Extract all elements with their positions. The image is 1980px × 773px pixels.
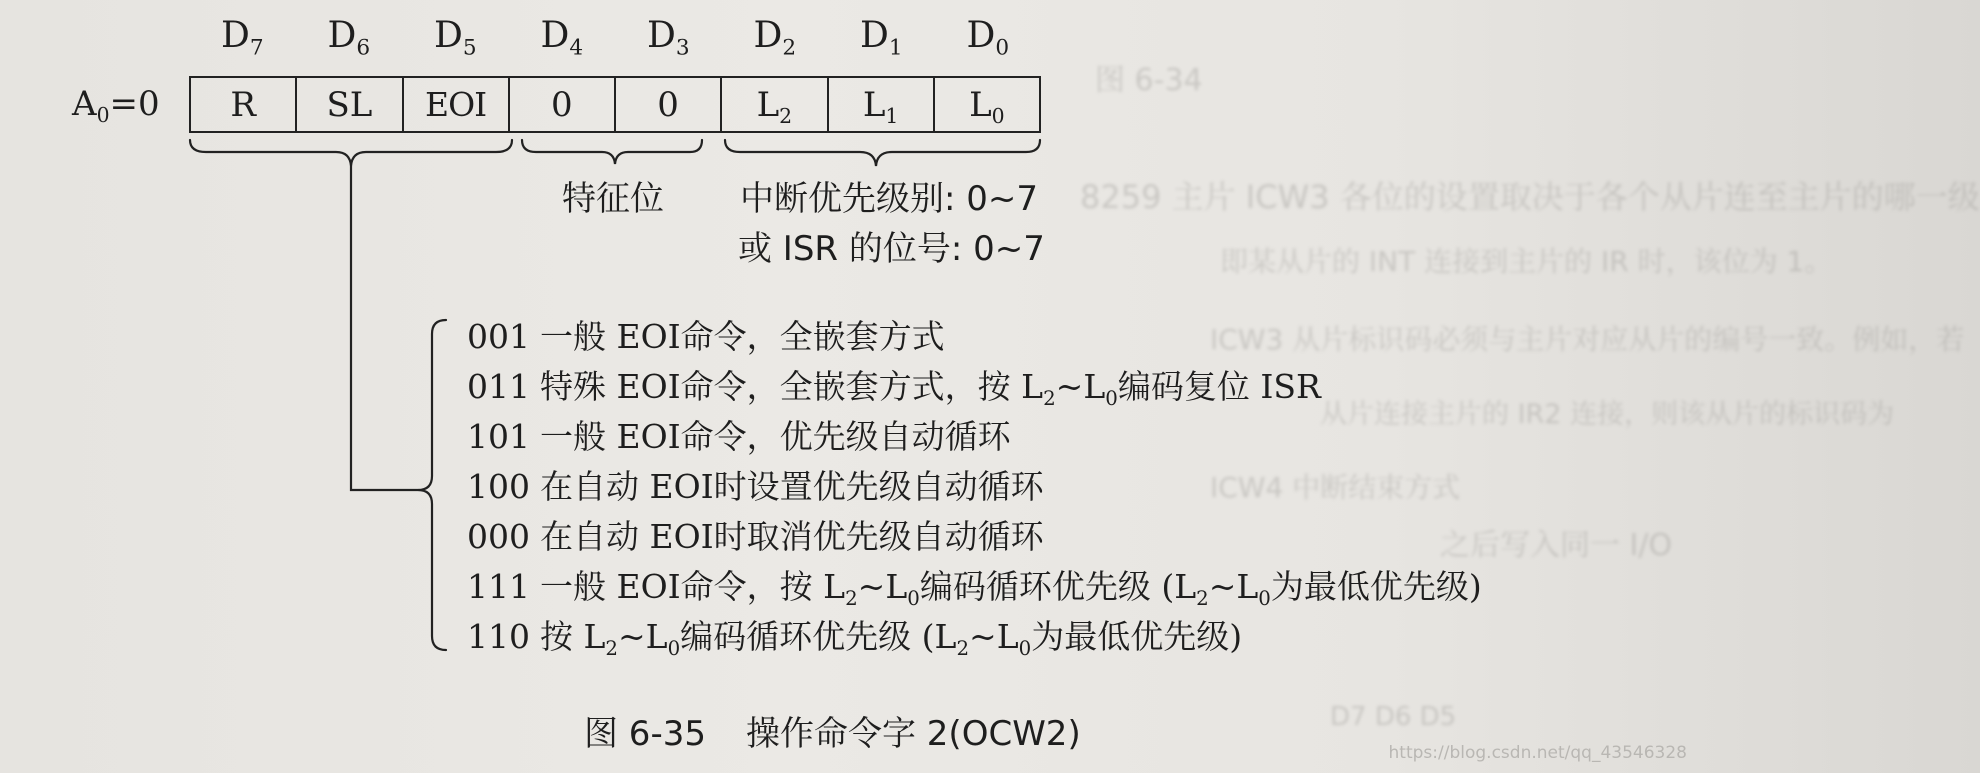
register-cell: 0	[510, 78, 616, 131]
command-code: 001	[467, 317, 530, 356]
command-code: 101	[467, 417, 530, 456]
bleed-text: 之后写入同一 I/O	[1440, 528, 1673, 563]
address-label: $A_0=0$	[72, 84, 160, 128]
feature-bits-label: 特征位	[562, 179, 664, 219]
command-description: 在自动 EOI时取消优先级自动循环	[540, 517, 1044, 556]
bit-label: $D_5$	[433, 15, 477, 61]
command-code: 011	[467, 367, 530, 406]
command-row	[467, 314, 1482, 364]
bleed-text: ICW4 中断结束方式	[1210, 471, 1461, 504]
register-cell: R	[191, 78, 297, 131]
priority-label: 中断优先级别: 0~7	[740, 179, 1039, 219]
register-cell: EOI	[404, 78, 510, 131]
bit-label: $D_0$	[966, 15, 1010, 61]
figure-caption: 图 6-35 操作命令字 2(OCW2)	[584, 714, 1081, 754]
command-code: 110	[467, 617, 530, 656]
brace-d2-d0	[725, 140, 1040, 166]
bleed-text: 图 6-34	[1095, 63, 1203, 98]
command-row	[467, 414, 1482, 464]
register-cell: $L_2$	[722, 78, 828, 131]
bleed-text: 即某从片的 INT 连接到主片的 IR 时，该位为 1。	[1220, 245, 1833, 278]
bit-label: $D_2$	[753, 15, 797, 61]
register-cell: $L_0$	[969, 85, 1005, 129]
register-cell: SL	[297, 78, 403, 131]
register-cell: 0	[616, 78, 722, 131]
bleed-text: 8259 主片 ICW3 各位的设置取决于各个从片连至主片的哪一级	[1080, 178, 1980, 216]
command-code: 111	[467, 567, 530, 606]
command-row	[467, 564, 1482, 614]
brace-d7-d5	[190, 140, 512, 166]
command-description: 按 $L_2\sim L_0$编码循环优先级 ($L_2\sim L_0$为最低优先级)	[540, 617, 1243, 660]
command-brace	[418, 320, 446, 650]
bleed-text: D7 D6 D5	[1330, 702, 1457, 732]
command-code: 100	[467, 467, 530, 506]
watermark: https://blog.csdn.net/qq_43546328	[1388, 743, 1687, 763]
command-description: 一般 EOI命令，全嵌套方式	[540, 317, 945, 356]
bit-label: $D_4$	[540, 15, 584, 61]
command-description: 一般 EOI命令，优先级自动循环	[540, 417, 1011, 456]
isr-bit-label: 或 ISR 的位号: 0~7	[738, 229, 1045, 269]
brace-d4-d3	[522, 140, 702, 164]
command-list	[467, 314, 1482, 664]
command-row	[467, 464, 1482, 514]
bit-label: $D_3$	[646, 15, 690, 61]
register-cell: $L_1$	[829, 78, 935, 131]
command-row	[467, 614, 1482, 664]
command-row	[467, 514, 1482, 564]
command-row	[467, 364, 1482, 414]
connector-line	[351, 166, 418, 490]
bit-label: $D_1$	[859, 15, 903, 61]
bleed-text: ICW3 从片标识码必须与主片对应从片的编号一致。例如，若	[1210, 323, 1965, 356]
command-description: 特殊 EOI命令，全嵌套方式，按 $L_2\sim L_0$编码复位 ISR	[540, 367, 1321, 410]
bleed-text: 从片连接主片的 IR2 连接，则该从片的标识码为	[1320, 399, 1895, 430]
command-description: 在自动 EOI时设置优先级自动循环	[540, 467, 1044, 506]
command-description: 一般 EOI命令，按 $L_2\sim L_0$编码循环优先级 ($L_2\sim L_0$为最低优先级)	[540, 567, 1482, 610]
command-code: 000	[467, 517, 530, 556]
bit-label: $D_6$	[327, 15, 371, 61]
bit-label: $D_7$	[220, 15, 264, 61]
